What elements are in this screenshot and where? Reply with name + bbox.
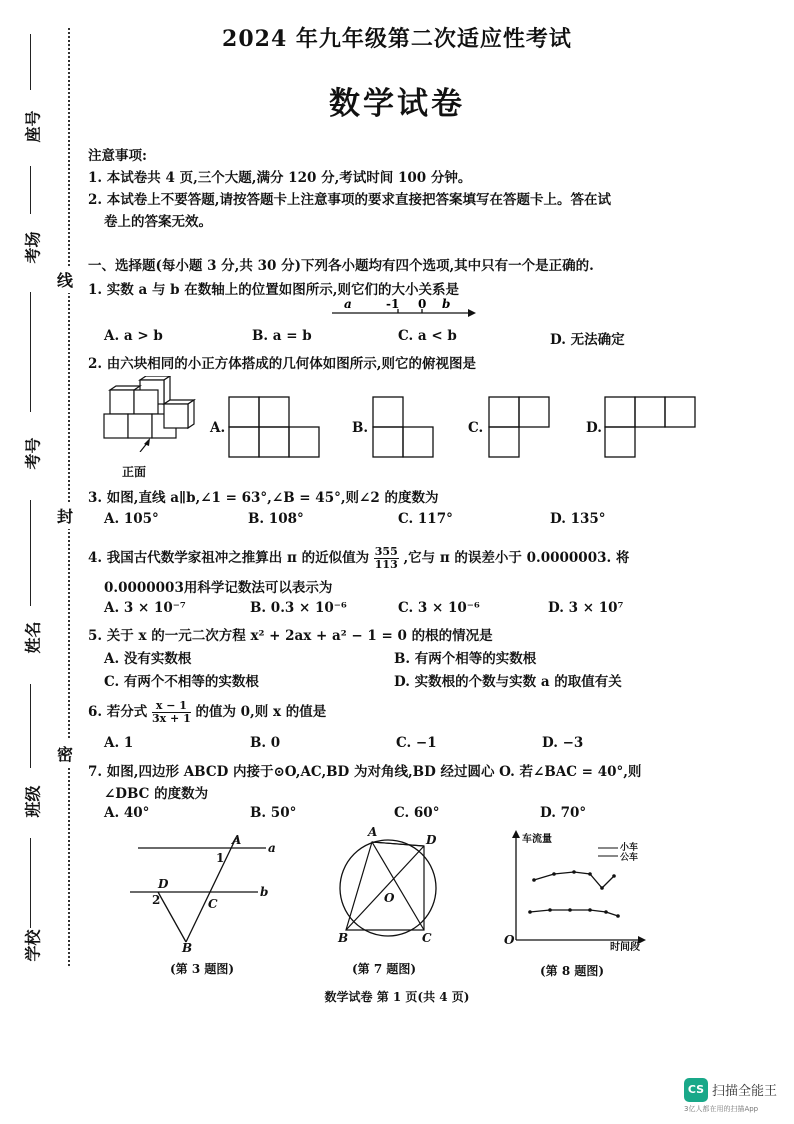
q5-option-a: A. 没有实数根	[104, 651, 192, 667]
notice-heading: 注意事项:	[88, 148, 147, 164]
q4-option-b: B. 0.3 × 10⁻⁶	[250, 600, 347, 616]
fill-line-school	[30, 838, 31, 928]
fig3-label-2: 2	[152, 893, 161, 907]
q6-fraction	[152, 700, 191, 725]
notice-item-2a: 2. 本试卷上不要答题,请按答题卡上注意事项的要求直接把答案填写在答题卡上。答在试	[88, 192, 611, 208]
q4-option-d: D. 3 × 10⁷	[548, 600, 624, 616]
fig7-label-B: B	[338, 931, 349, 945]
fig7-label-A: A	[368, 825, 378, 839]
fig3-caption: (第 3 题图)	[170, 962, 235, 976]
fig8-traffic-chart	[500, 828, 650, 952]
seal-dotted-line	[68, 28, 70, 966]
q5-stem: 5. 关于 x 的一元二次方程 x² + 2ax + a² − 1 = 0 的根的情况是	[88, 628, 493, 644]
q1-axis-a: a	[344, 297, 352, 311]
q7-stem-line2: ∠DBC 的度数为	[104, 786, 209, 802]
q4-stem-line2: 0.0000003用科学记数法可以表示为	[104, 580, 333, 596]
q2-letter-b: B.	[352, 420, 369, 436]
label-number: 考号	[23, 437, 43, 470]
fill-line-room	[30, 166, 31, 214]
q6-frac-den: 3x + 1	[152, 712, 191, 725]
q3-stem: 3. 如图,直线 a∥b,∠1 = 63°,∠B = 45°,则∠2 的度数为	[88, 490, 439, 506]
seal-char-secret: 密	[57, 740, 73, 767]
seal-char-line: 线	[57, 266, 73, 293]
fig8-caption: (第 8 题图)	[540, 964, 605, 978]
q2-front-label: 正面	[122, 465, 147, 479]
q1-option-b: B. a = b	[252, 328, 312, 344]
exam-subtitle: 数学试卷	[329, 86, 465, 122]
q2-letter-a: A.	[210, 420, 226, 436]
fig7-label-O: O	[384, 891, 395, 905]
q4-frac-num: 355	[374, 545, 398, 558]
fill-line-name	[30, 500, 31, 606]
label-school: 学校	[23, 929, 43, 962]
q3-option-c: C. 117°	[398, 511, 453, 527]
q5-option-b: B. 有两个相等的实数根	[394, 651, 537, 667]
q2-letter-c: C.	[468, 420, 484, 436]
scanner-logo-icon: CS	[684, 1078, 708, 1102]
q2-view-a	[228, 396, 320, 458]
fig3-label-a: a	[268, 841, 276, 855]
q2-letter-d: D.	[586, 420, 602, 436]
page-footer: 数学试卷 第 1 页(共 4 页)	[324, 990, 470, 1004]
q1-stem: 1. 实数 a 与 b 在数轴上的位置如图所示,则它们的大小关系是	[88, 282, 459, 298]
q7-option-b: B. 50°	[250, 805, 297, 821]
q1-number-line	[330, 296, 480, 318]
fill-line-number	[30, 292, 31, 412]
fig3-label-A: A	[232, 833, 242, 847]
fill-line-class	[30, 684, 31, 768]
q7-option-d: D. 70°	[540, 805, 587, 821]
q4-stem-line1	[88, 546, 629, 571]
q6-option-a: A. 1	[104, 735, 134, 751]
q1-axis-minus1: -1	[386, 297, 400, 311]
q4-option-c: C. 3 × 10⁻⁶	[398, 600, 480, 616]
notice-item-1: 1. 本试卷共 4 页,三个大题,满分 120 分,考试时间 100 分钟。	[88, 170, 472, 186]
fig3-label-b: b	[260, 885, 269, 899]
q4-fraction	[374, 546, 399, 571]
label-name: 姓名	[23, 621, 43, 654]
q4-frac-den: 113	[374, 558, 398, 571]
q5-option-d: D. 实数根的个数与实数 a 的取值有关	[394, 674, 622, 690]
q7-stem-line1: 7. 如图,四边形 ABCD 内接于⊙O,AC,BD 为对角线,BD 经过圆心 O. 若∠BAC = 40°,则	[88, 764, 642, 780]
q1-axis-zero: 0	[418, 297, 427, 311]
q6-stem-pre: 6. 若分式	[88, 704, 148, 720]
q7-option-c: C. 60°	[394, 805, 440, 821]
fig8-y-label: 车流量	[522, 834, 552, 845]
scanner-tagline: 3亿人都在用的扫描App	[684, 1105, 759, 1113]
fig8-x-label: 时间段	[610, 942, 640, 952]
fig8-legend-car: 小车	[620, 843, 639, 853]
fig8-origin: O	[504, 933, 515, 947]
q2-view-b	[372, 396, 434, 458]
q6-stem	[88, 700, 326, 725]
fig3-label-B: B	[182, 941, 193, 954]
fig7-caption: (第 7 题图)	[352, 962, 417, 976]
fig3-parallel-lines	[128, 830, 288, 954]
q6-stem-post: 的值为 0,则 x 的值是	[195, 704, 327, 720]
q4-stem-pre: 4. 我国古代数学家祖冲之推算出 π 的近似值为	[88, 550, 370, 566]
q6-option-d: D. −3	[542, 735, 584, 751]
q3-option-d: D. 135°	[550, 511, 606, 527]
fig7-label-D: D	[426, 833, 437, 847]
q3-option-b: B. 108°	[248, 511, 304, 527]
q4-option-a: A. 3 × 10⁻⁷	[104, 600, 186, 616]
q2-view-d	[604, 396, 696, 458]
q2-stem: 2. 由六块相同的小正方体搭成的几何体如图所示,则它的俯视图是	[88, 356, 476, 372]
q3-option-a: A. 105°	[104, 511, 159, 527]
notice-item-2b: 卷上的答案无效。	[104, 214, 212, 230]
q4-stem-post: ,它与 π 的误差小于 0.0000003. 将	[403, 550, 630, 566]
seal-char-seal: 封	[57, 502, 73, 529]
q1-option-d: D. 无法确定	[550, 332, 625, 348]
fig7-label-C: C	[422, 931, 432, 945]
section-1-heading: 一、选择题(每小题 3 分,共 30 分)下列各小题均有四个选项,其中只有一个是正确的.	[88, 258, 594, 274]
label-room: 考场	[23, 231, 43, 264]
q6-option-b: B. 0	[250, 735, 281, 751]
label-seat: 座号	[23, 110, 43, 143]
fig7-circle	[330, 824, 444, 948]
fig8-legend-bus: 公车	[620, 853, 639, 863]
q1-axis-b: b	[442, 297, 451, 311]
q6-frac-num: x − 1	[152, 700, 191, 713]
q1-option-a: A. a > b	[104, 328, 163, 344]
q7-option-a: A. 40°	[104, 805, 150, 821]
label-class: 班级	[23, 785, 43, 818]
exam-title: 2024 年九年级第二次适应性考试	[222, 26, 572, 52]
q2-solid-figure	[100, 376, 204, 452]
fig3-label-C: C	[208, 897, 218, 911]
scanner-app-name: 扫描全能王	[712, 1084, 778, 1099]
q1-option-c: C. a < b	[398, 328, 457, 344]
q2-view-c	[488, 396, 550, 458]
q6-option-c: C. −1	[396, 735, 437, 751]
fill-line-seat	[30, 34, 31, 90]
fig3-label-1: 1	[216, 851, 225, 865]
fig3-label-D: D	[158, 877, 169, 891]
q5-option-c: C. 有两个不相等的实数根	[104, 674, 259, 690]
